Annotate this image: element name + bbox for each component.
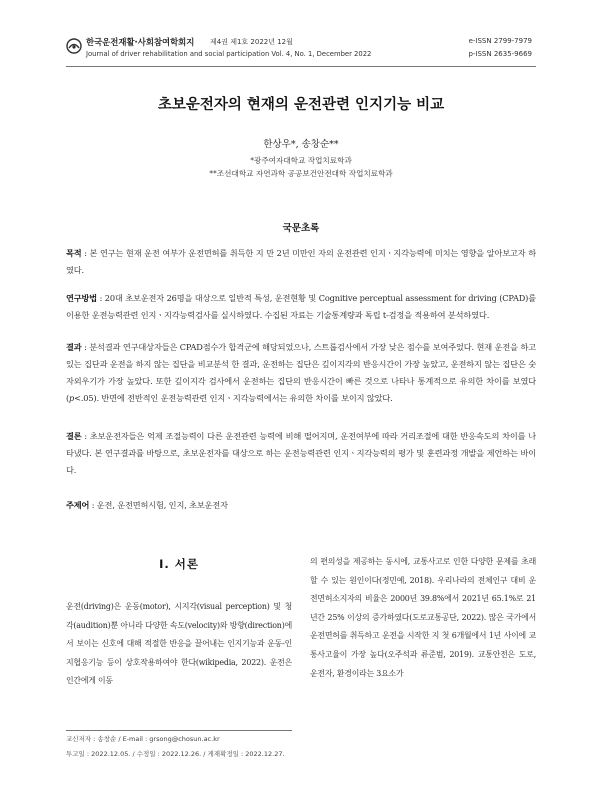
abstract-purpose bbox=[66, 245, 536, 279]
authors: 한상우*, 송창순** bbox=[263, 139, 339, 150]
abstract-method bbox=[66, 290, 536, 324]
conclusion-text: : 초보운전자들은 억제 조절능력이 다른 운전관련 능력에 비해 떨어지며, 운전여부에 따라 거리조절에 대한 반응속도의 차이를 나타냈다. 본 연구결과를 바탕으로, 초보운전자를 대상으로 하는 운전능력관련 인지ㆍ지각능력의 평가 및 훈련과정 개발을 제언하는 바이다. bbox=[66, 431, 536, 475]
footnote-divider bbox=[66, 730, 292, 731]
eissn: e-ISSN 2799-7979 bbox=[468, 37, 532, 45]
keywords-text: : 운전, 운전면허시험, 인지, 초보운전자 bbox=[89, 500, 228, 510]
body-column-right: 의 편의성을 제공하는 동시에, 교통사고로 인한 다양한 문제를 초래할 수 있는 원인이다(정민예, 2018). 우리나라의 전체인구 대비 운전면허소지자의 비율은 2000년 39.8%에서 2021년 65.1%로 21년간 25% 이상의 증가하였다(도로교통공단, 2022). 많은 국가에서 운전면허를 취득하고 운전을 시작한 지 첫 6개월에서 1년 사이에 교통사고율이 가장 높다(오주석과 류준범, 2019). 교통안전은 도로, 운전자, 환경이라는 3요소가 bbox=[310, 557, 536, 678]
journal-logo-icon bbox=[66, 38, 82, 54]
result-text-cont: <.05). 반면에 전반적인 운전능력관련 인지ㆍ지각능력에서는 유의한 차이를 보이지 않았다. bbox=[74, 393, 393, 403]
journal-header bbox=[66, 36, 536, 68]
method-label: 연구방법 bbox=[66, 293, 98, 303]
keywords bbox=[66, 497, 536, 514]
header-divider bbox=[66, 66, 536, 67]
result-label: 결과 bbox=[66, 342, 82, 352]
submission-dates: 투고일 : 2022.12.05. / 수정일 : 2022.12.26. / 게재확정일 : 2022.12.27. bbox=[66, 750, 285, 758]
conclusion-label: 결론 bbox=[66, 431, 82, 441]
section-title: Ⅰ. 서론 bbox=[159, 557, 199, 571]
journal-title-ko: 한국운전재활·사회참여학회지 bbox=[86, 37, 195, 47]
body-column-left: 운전(driving)은 운동(motor), 시지각(visual perception) 및 청각(audition)뿐 아니라 다양한 속도(velocity)와 방향(direction)에서 보이는 신호에 대해 적절한 반응을 끌어내는 인지기능과 운동-인지협응기능 등이 상호작용하여야 한다(wikipedia, 2022). 운전은 인간에게 이동 bbox=[66, 602, 292, 686]
result-text: : 분석결과 연구대상자들은 CPAD점수가 합격군에 해당되었으나, 스트룹검사에서 가장 낮은 점수를 보여주었다. 현재 운전을 하고 있는 집단과 운전을 하지 않는 집단을 비교분석 한 결과, 운전하는 집단은 깊이지각의 반응시간이 가장 높았고, 운전하지 않는 집단은 숫자외우기가 가장 높았다. 또한 깊이지각 검사에서 운전하는 집단의 반응시간이 빠른 것으로 나타나 통계적으로 유의한 차이를 보였다( bbox=[66, 342, 536, 403]
affiliation-2: **조선대학교 자연과학 공공보건안전대학 작업치료학과 bbox=[209, 169, 393, 178]
purpose-label: 목적 bbox=[66, 248, 82, 258]
affiliation-1: *광주여자대학교 작업치료학과 bbox=[250, 156, 352, 165]
pissn: p-ISSN 2635-9669 bbox=[468, 50, 532, 58]
journal-title-en: Journal of driver rehabilitation and social participation Vol. 4, No. 1, December 2022 bbox=[86, 50, 372, 58]
keywords-label: 주제어 bbox=[66, 500, 90, 510]
abstract-conclusion bbox=[66, 428, 536, 479]
paper-title: 초보운전자의 현재의 운전관련 인지기능 비교 bbox=[157, 97, 445, 113]
method-text: : 20대 초보운전자 26명을 대상으로 일반적 특성, 운전현황 및 Cognitive perceptual assessment for driving (CPAD)를 이용한 운전능력관련 인지ㆍ지각능력검사를 실시하였다. 수집된 자료는 기술통계량과 독립 t-검정을 적용하여 분석하였다. bbox=[66, 293, 536, 320]
abstract-result bbox=[66, 339, 536, 407]
purpose-text: : 본 연구는 현재 운전 여부가 운전면허를 취득한 지 만 2년 미만인 자의 운전관련 인지ㆍ지각능력에 미치는 영향을 알아보고자 하였다. bbox=[66, 248, 536, 275]
journal-volume-ko: 제4권 제1호 2022년 12월 bbox=[210, 38, 293, 46]
p-value-symbol: p bbox=[69, 393, 75, 403]
corresponding-author: 교신저자 : 송창순 / E-mail : grsong@chosun.ac.kr bbox=[66, 735, 220, 743]
abstract-heading: 국문초록 bbox=[282, 223, 320, 234]
